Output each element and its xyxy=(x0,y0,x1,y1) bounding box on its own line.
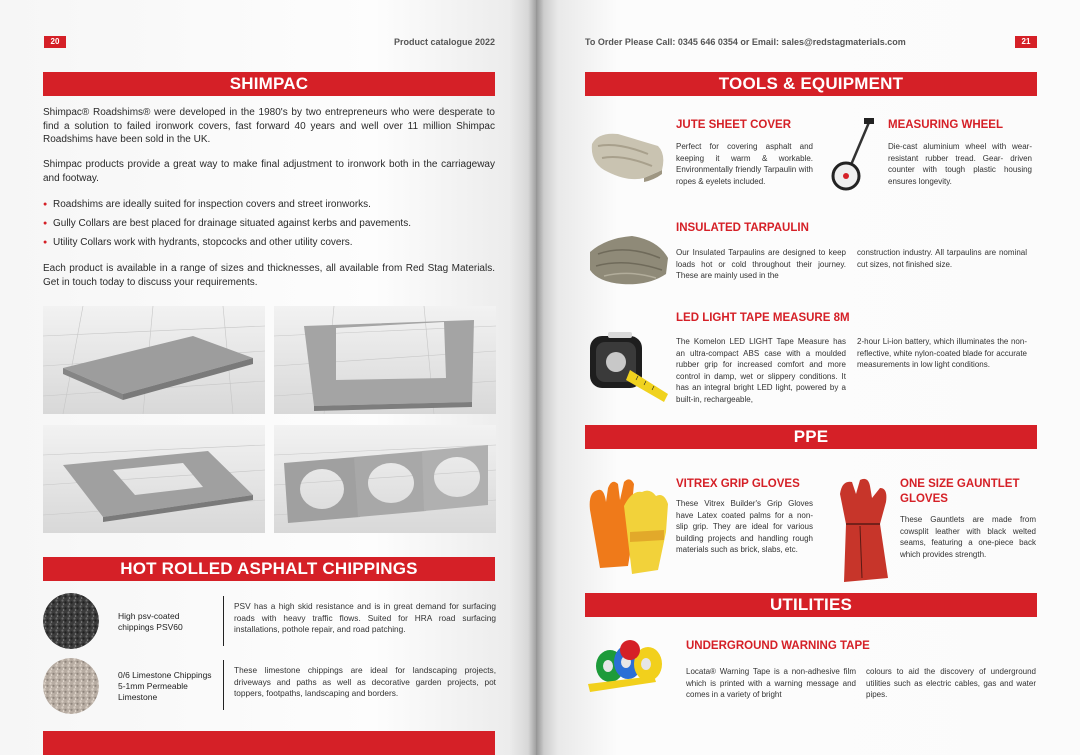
next-section-banner xyxy=(43,731,495,755)
gauntlet-gloves-desc: These Gauntlets are made from cowsplit leather with black welted seams, featuring a one-piece back which provides strength. xyxy=(900,515,1036,559)
tape-measure-desc-1: The Komelon LED LIGHT Tape Measure has an ultra-compact ABS case with a moulded rubber grip for increased comfort and more control in damp, wet or slippery conditions. It has an integral bright LED light, powered by a built-in, rechargeable, xyxy=(676,337,846,404)
tools-equipment-banner: TOOLS & EQUIPMENT xyxy=(585,72,1037,96)
gauntlet-gloves-title-1: ONE SIZE GAUNTLET xyxy=(900,478,1020,490)
gully-collar-image xyxy=(274,306,496,414)
insulated-tarpaulin-image xyxy=(586,230,672,290)
shimpac-intro: Shimpac® Roadshims® were developed in the 1980's by two entrepreneurs who were desperate to find a solution to failed ironwork covers, fast forward 40 years and well over 11 million Shimpac Roadshims have been sold in the UK. xyxy=(43,107,495,145)
insulated-tarpaulin-desc-2: construction industry. All tarpaulins are nominal cut sizes, not finished size. xyxy=(857,248,1027,269)
limestone-chippings-label: 0/6 Limestone Chippings 5-1mm Permeable Limestone xyxy=(118,670,212,702)
ppe-banner: PPE xyxy=(585,425,1037,449)
jute-sheet-image xyxy=(588,124,668,184)
jute-sheet-desc: Perfect for covering asphalt and keeping it warm & workable. Environmentally friendly Tarpaulin with ropes & eyelets included. xyxy=(676,142,813,186)
limestone-chippings-image xyxy=(43,658,99,714)
jute-sheet-title: JUTE SHEET COVER xyxy=(676,119,792,131)
round-collar-image xyxy=(274,425,496,533)
psv-chippings-desc: PSV has a high skid resistance and is in great demand for surfacing roads with heavy traffic flows. Suited for HRA road surfacing installations, pothole repair, and road patching. xyxy=(234,601,496,634)
measuring-wheel-image xyxy=(830,116,880,192)
limestone-chippings-desc: These limestone chippings are ideal for landscaping projects, driveways and paths as well as decorative garden projects, pot toppers, footpaths, landscaping and borders. xyxy=(234,665,496,698)
gauntlet-gloves-title-2: GLOVES xyxy=(900,493,948,505)
tape-measure-title: LED LIGHT TAPE MEASURE 8M xyxy=(676,312,850,324)
shimpac-para2: Shimpac products provide a great way to make final adjustment to ironwork both in the carriageway and footway. xyxy=(43,159,495,184)
warning-tape-title: UNDERGROUND WARNING TAPE xyxy=(686,640,870,652)
tape-measure-desc-2: 2-hour Li-ion battery, which illuminates the non-reflective, white nylon-coated blade for accurate measurements in low light conditions. xyxy=(857,337,1027,369)
utilities-banner: UTILITIES xyxy=(585,593,1037,617)
page-number-left: 20 xyxy=(44,36,66,48)
psv-chippings-image xyxy=(43,593,99,649)
roadshim-image xyxy=(43,306,265,414)
measuring-wheel-title: MEASURING WHEEL xyxy=(888,119,1003,131)
shimpac-bullet: ● Utility Collars work with hydrants, stopcocks and other utility covers. xyxy=(43,236,495,249)
tape-measure-image xyxy=(586,330,670,406)
measuring-wheel-desc: Die-cast aluminium wheel with wear-resistant rubber tread. Gear- driven counter with tough plastic housing ensures longevity. xyxy=(888,142,1032,186)
grip-gloves-title: VITREX GRIP GLOVES xyxy=(676,478,800,490)
utility-collar-image xyxy=(43,425,265,533)
divider xyxy=(223,660,224,710)
warning-tape-desc-2: colours to aid the discovery of underground utilities such as electric cables, gas and water pipes. xyxy=(866,667,1036,699)
warning-tape-image xyxy=(584,632,674,698)
chippings-banner: HOT ROLLED ASPHALT CHIPPINGS xyxy=(43,557,495,581)
shimpac-para3: Each product is available in a range of sizes and thicknesses, all available from Red Stag Materials. Get in touch today to discuss your requirements. xyxy=(43,263,495,288)
shimpac-bullet: ● Roadshims are ideally suited for inspection covers and street ironworks. xyxy=(43,198,495,211)
right-page xyxy=(536,0,1080,755)
book-spine xyxy=(528,0,544,755)
grip-gloves-desc: These Vitrex Builder's Grip Gloves have Latex coated palms for a non-slip grip. They are ideal for various building projects and handling rough materials such as brick, slabs, etc. xyxy=(676,499,813,554)
page-number-right: 21 xyxy=(1015,36,1037,48)
psv-chippings-label: High psv-coated chippings PSV60 xyxy=(118,611,183,632)
order-contact-header: To Order Please Call: 0345 646 0354 or Email: sales@redstagmaterials.com xyxy=(585,37,906,47)
grip-gloves-image xyxy=(584,470,672,580)
left-page xyxy=(0,0,536,755)
catalogue-header: Product catalogue 2022 xyxy=(394,37,496,47)
shimpac-banner: SHIMPAC xyxy=(43,72,495,96)
insulated-tarpaulin-desc-1: Our Insulated Tarpaulins are designed to keep loads hot or cold throughout their journey. These are mainly used in the xyxy=(676,248,846,280)
shimpac-bullet: ● Gully Collars are best placed for drainage situated against kerbs and pavements. xyxy=(43,217,495,230)
gauntlet-gloves-image xyxy=(830,474,898,586)
insulated-tarpaulin-title: INSULATED TARPAULIN xyxy=(676,222,809,234)
divider xyxy=(223,596,224,646)
warning-tape-desc-1: Locata® Warning Tape is a non-adhesive film which is printed with a warning message and comes in a variety of bright xyxy=(686,667,856,699)
